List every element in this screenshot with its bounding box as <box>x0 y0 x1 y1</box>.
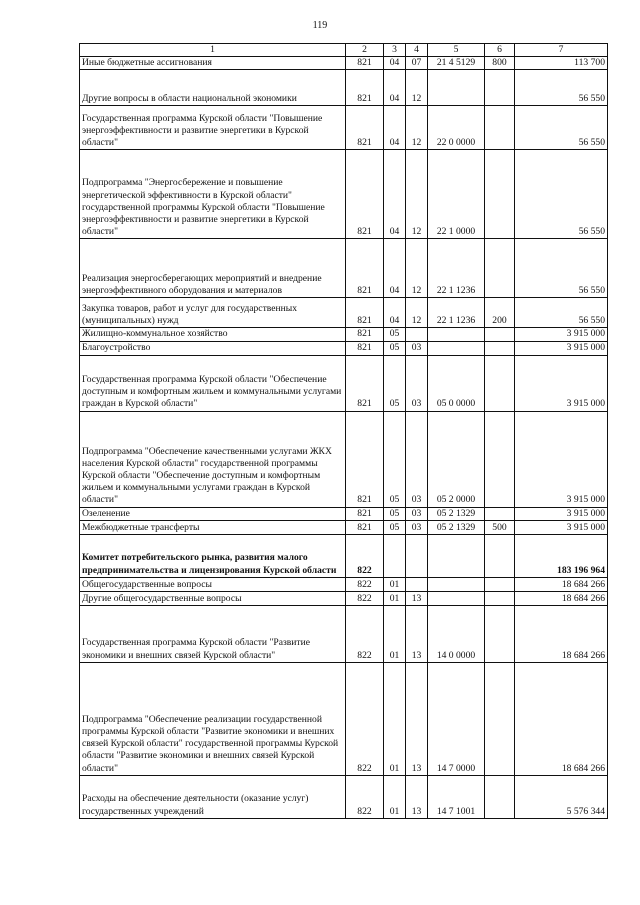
cell-col-5 <box>428 341 485 355</box>
cell-col-2: 821 <box>346 298 384 328</box>
table-row <box>80 507 608 520</box>
cell-col-5: 14 0 0000 <box>428 605 485 662</box>
cell-col-4: 13 <box>406 605 428 662</box>
cell-col-7: 3 915 000 <box>515 520 608 534</box>
table-row <box>80 534 608 577</box>
cell-col-2: 822 <box>346 775 384 818</box>
cell-col-5: 05 2 1329 <box>428 507 485 520</box>
cell-col-7: 3 915 000 <box>515 411 608 507</box>
cell-col-5: 21 4 5129 <box>428 57 485 70</box>
cell-col-2: 822 <box>346 577 384 591</box>
cell-col-6 <box>485 355 515 411</box>
cell-col-7: 56 550 <box>515 106 608 150</box>
row-description: Другие общегосударственные вопросы <box>80 591 346 605</box>
row-description: Подпрограмма "Энергосбережение и повышение энергетической эффективности в Курской области" государственной программы Курской области "Повышение энергоэффективности и развитие энергетики в Курской области" <box>80 150 346 239</box>
column-header: 7 <box>515 44 608 57</box>
cell-col-6: 800 <box>485 57 515 70</box>
cell-col-3: 01 <box>384 591 406 605</box>
cell-col-4: 03 <box>406 520 428 534</box>
cell-col-6 <box>485 70 515 106</box>
cell-col-2: 821 <box>346 106 384 150</box>
budget-table <box>79 43 608 819</box>
cell-col-3: 04 <box>384 57 406 70</box>
table-row <box>80 520 608 534</box>
cell-col-3: 05 <box>384 520 406 534</box>
row-description: Иные бюджетные ассигнования <box>80 57 346 70</box>
cell-col-3 <box>384 534 406 577</box>
cell-col-3: 04 <box>384 70 406 106</box>
cell-col-4: 03 <box>406 355 428 411</box>
table-row <box>80 591 608 605</box>
table-row <box>80 298 608 328</box>
cell-col-3: 04 <box>384 150 406 239</box>
cell-col-6 <box>485 507 515 520</box>
row-description: Государственная программа Курской области "Обеспечение доступным и комфортным жильем и коммунальными услугами граждан в Курской области" <box>80 355 346 411</box>
cell-col-4 <box>406 534 428 577</box>
cell-col-5: 05 2 0000 <box>428 411 485 507</box>
cell-col-6 <box>485 411 515 507</box>
cell-col-7: 3 915 000 <box>515 507 608 520</box>
row-description: Благоустройство <box>80 341 346 355</box>
cell-col-3: 01 <box>384 605 406 662</box>
row-description: Комитет потребительского рынка, развития малого предпринимательства и лицензирования Курской области <box>80 534 346 577</box>
cell-col-2: 821 <box>346 355 384 411</box>
cell-col-5 <box>428 534 485 577</box>
table-row <box>80 411 608 507</box>
cell-col-4: 03 <box>406 411 428 507</box>
row-description: Общегосударственные вопросы <box>80 577 346 591</box>
cell-col-3: 05 <box>384 355 406 411</box>
table-row <box>80 355 608 411</box>
cell-col-5 <box>428 577 485 591</box>
table-row <box>80 57 608 70</box>
cell-col-5: 22 0 0000 <box>428 106 485 150</box>
cell-col-6 <box>485 150 515 239</box>
cell-col-2: 821 <box>346 328 384 341</box>
cell-col-5: 05 0 0000 <box>428 355 485 411</box>
table-row <box>80 577 608 591</box>
table-row <box>80 662 608 775</box>
cell-col-3: 05 <box>384 507 406 520</box>
column-header: 3 <box>384 44 406 57</box>
cell-col-6 <box>485 775 515 818</box>
cell-col-7: 18 684 266 <box>515 662 608 775</box>
cell-col-4: 12 <box>406 150 428 239</box>
row-description: Реализация энергосберегающих мероприятий и внедрение энергоэффективного оборудования и материалов <box>80 239 346 298</box>
table-row <box>80 70 608 106</box>
cell-col-6 <box>485 577 515 591</box>
cell-col-3: 04 <box>384 298 406 328</box>
cell-col-7: 18 684 266 <box>515 605 608 662</box>
cell-col-7: 18 684 266 <box>515 577 608 591</box>
cell-col-6 <box>485 534 515 577</box>
cell-col-3: 01 <box>384 662 406 775</box>
column-header: 4 <box>406 44 428 57</box>
table-row <box>80 239 608 298</box>
cell-col-6 <box>485 591 515 605</box>
row-description: Озеленение <box>80 507 346 520</box>
cell-col-3: 04 <box>384 106 406 150</box>
table-row <box>80 775 608 818</box>
cell-col-3: 01 <box>384 577 406 591</box>
cell-col-2: 822 <box>346 534 384 577</box>
cell-col-2: 821 <box>346 239 384 298</box>
cell-col-6 <box>485 106 515 150</box>
cell-col-3: 05 <box>384 328 406 341</box>
cell-col-2: 822 <box>346 662 384 775</box>
cell-col-7: 113 700 <box>515 57 608 70</box>
column-header: 6 <box>485 44 515 57</box>
cell-col-3: 04 <box>384 239 406 298</box>
table-row <box>80 150 608 239</box>
cell-col-2: 821 <box>346 507 384 520</box>
cell-col-5 <box>428 70 485 106</box>
cell-col-4 <box>406 328 428 341</box>
cell-col-4: 12 <box>406 239 428 298</box>
cell-col-2: 821 <box>346 70 384 106</box>
cell-col-6 <box>485 239 515 298</box>
table-row <box>80 328 608 341</box>
row-description: Государственная программа Курской области "Развитие экономики и внешних связей Курской области" <box>80 605 346 662</box>
row-description: Жилищно-коммунальное хозяйство <box>80 328 346 341</box>
row-description: Межбюджетные трансферты <box>80 520 346 534</box>
cell-col-7: 18 684 266 <box>515 591 608 605</box>
cell-col-7: 56 550 <box>515 70 608 106</box>
cell-col-5: 05 2 1329 <box>428 520 485 534</box>
cell-col-2: 821 <box>346 57 384 70</box>
cell-col-4: 12 <box>406 70 428 106</box>
cell-col-2: 821 <box>346 411 384 507</box>
row-description: Государственная программа Курской области "Повышение энергоэффективности и развитие энергетики в Курской области" <box>80 106 346 150</box>
cell-col-7: 3 915 000 <box>515 341 608 355</box>
row-description: Расходы на обеспечение деятельности (оказание услуг) государственных учреждений <box>80 775 346 818</box>
row-description: Подпрограмма "Обеспечение качественными услугами ЖКХ населения Курской области" государственной программы Курской области "Обеспечение доступным и комфортным жильем и коммунальными услугами граждан в Курской области" <box>80 411 346 507</box>
cell-col-2: 822 <box>346 591 384 605</box>
cell-col-4: 03 <box>406 507 428 520</box>
row-description: Закупка товаров, работ и услуг для государственных (муниципальных) нужд <box>80 298 346 328</box>
cell-col-7: 3 915 000 <box>515 355 608 411</box>
cell-col-2: 821 <box>346 520 384 534</box>
cell-col-4 <box>406 577 428 591</box>
cell-col-6: 500 <box>485 520 515 534</box>
table-row <box>80 106 608 150</box>
cell-col-5: 14 7 1001 <box>428 775 485 818</box>
cell-col-7: 3 915 000 <box>515 328 608 341</box>
column-header: 2 <box>346 44 384 57</box>
column-header: 1 <box>80 44 346 57</box>
cell-col-6 <box>485 662 515 775</box>
row-description: Подпрограмма "Обеспечение реализации государственной программы Курской области "Развитие экономики и внешних связей Курской области" государственной программы Курской области "Развитие экономики и внешних связей Курской области" <box>80 662 346 775</box>
page-number: 119 <box>312 20 328 31</box>
cell-col-4: 13 <box>406 775 428 818</box>
cell-col-5 <box>428 591 485 605</box>
table-row <box>80 341 608 355</box>
cell-col-2: 821 <box>346 150 384 239</box>
cell-col-7: 5 576 344 <box>515 775 608 818</box>
cell-col-7: 56 550 <box>515 239 608 298</box>
cell-col-3: 05 <box>384 411 406 507</box>
cell-col-5: 14 7 0000 <box>428 662 485 775</box>
column-header: 5 <box>428 44 485 57</box>
cell-col-3: 05 <box>384 341 406 355</box>
cell-col-4: 07 <box>406 57 428 70</box>
cell-col-5: 22 1 0000 <box>428 150 485 239</box>
row-description: Другие вопросы в области национальной экономики <box>80 70 346 106</box>
cell-col-6 <box>485 605 515 662</box>
cell-col-2: 822 <box>346 605 384 662</box>
cell-col-4: 12 <box>406 298 428 328</box>
cell-col-7: 56 550 <box>515 150 608 239</box>
cell-col-5: 22 1 1236 <box>428 239 485 298</box>
cell-col-2: 821 <box>346 341 384 355</box>
cell-col-4: 13 <box>406 662 428 775</box>
cell-col-7: 56 550 <box>515 298 608 328</box>
cell-col-7: 183 196 964 <box>515 534 608 577</box>
header-row <box>80 44 608 57</box>
cell-col-5 <box>428 328 485 341</box>
cell-col-6 <box>485 328 515 341</box>
cell-col-6: 200 <box>485 298 515 328</box>
cell-col-4: 13 <box>406 591 428 605</box>
cell-col-4: 03 <box>406 341 428 355</box>
cell-col-5: 22 1 1236 <box>428 298 485 328</box>
cell-col-4: 12 <box>406 106 428 150</box>
cell-col-3: 01 <box>384 775 406 818</box>
table-row <box>80 605 608 662</box>
cell-col-6 <box>485 341 515 355</box>
